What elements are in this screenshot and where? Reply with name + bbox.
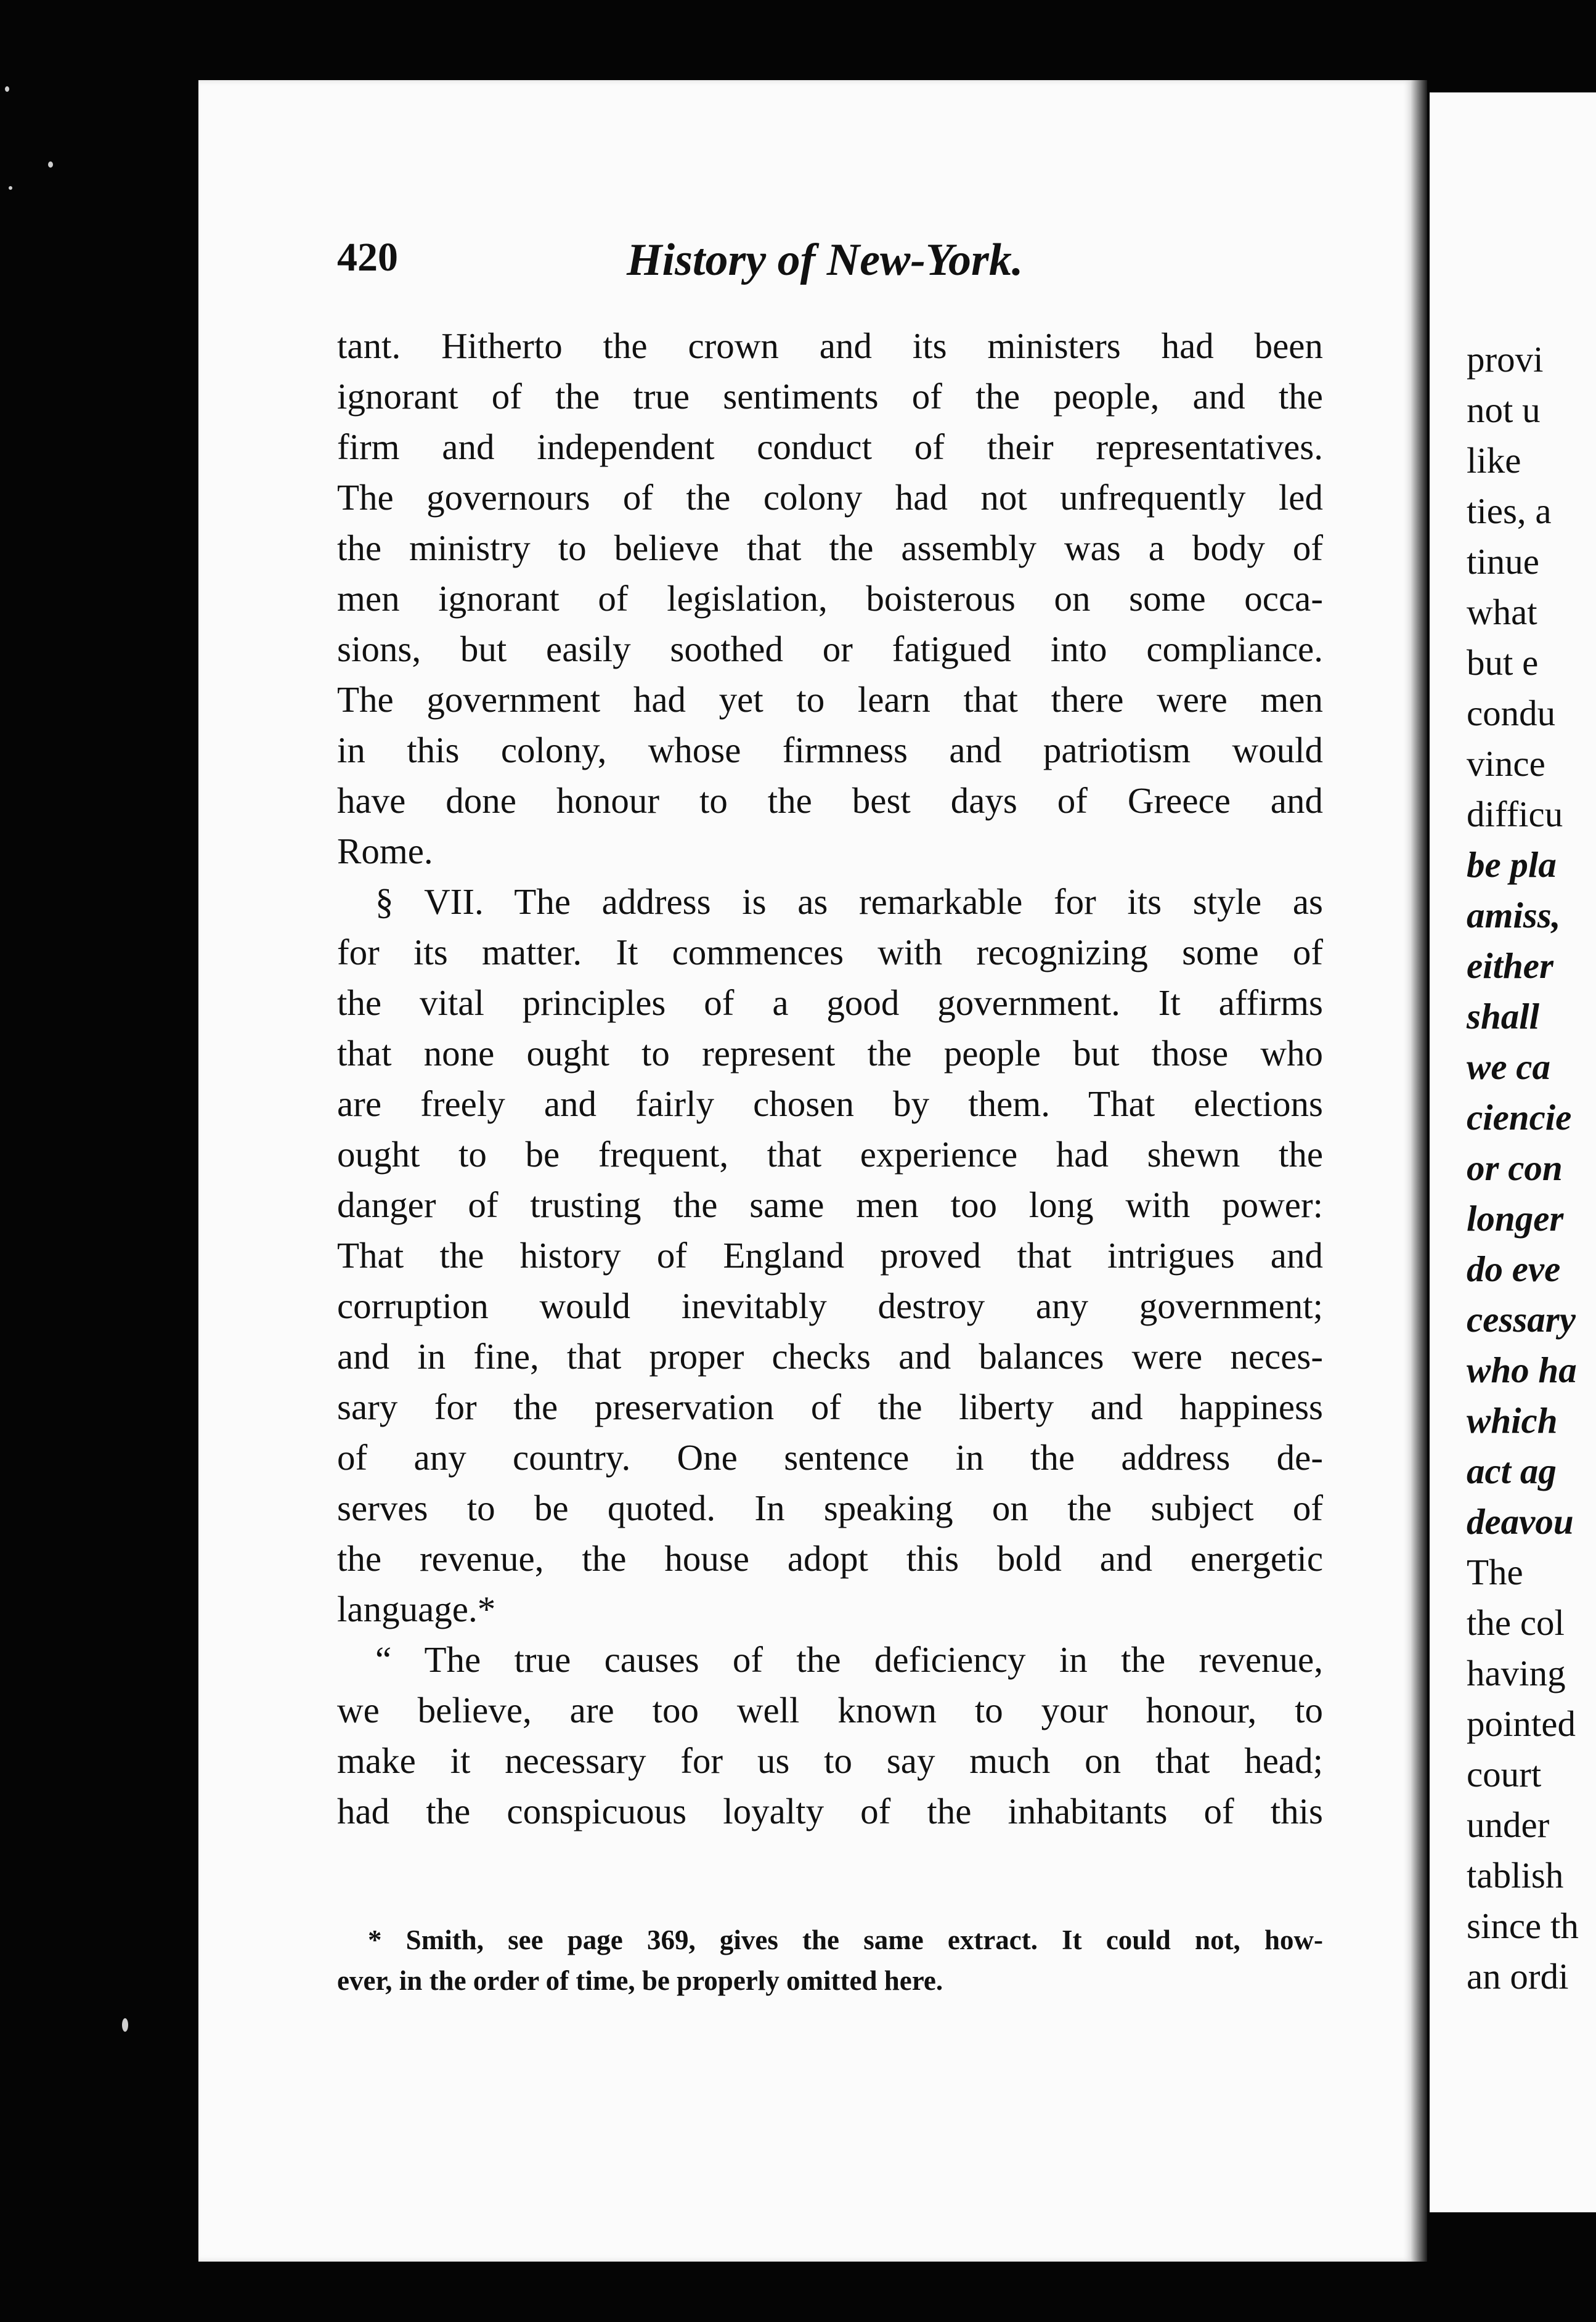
facing-line: pointed — [1467, 1703, 1576, 1744]
text-line: tant. Hitherto the crown and its ministers had been — [337, 325, 1323, 366]
scan-speck — [5, 86, 9, 92]
facing-line: which — [1467, 1400, 1558, 1441]
facing-line: but e — [1467, 642, 1539, 683]
text-line: that none ought to represent the people but those who — [337, 1033, 1323, 1073]
facing-line: an ordi — [1467, 1956, 1569, 1997]
facing-line: since th — [1467, 1905, 1579, 1946]
facing-line: or con — [1467, 1147, 1563, 1188]
facing-line: court — [1467, 1754, 1542, 1794]
text-line: firm and independent conduct of their representatives. — [337, 426, 1323, 467]
facing-line: The — [1467, 1552, 1523, 1592]
facing-line: be pla — [1467, 844, 1557, 885]
facing-line: not u — [1467, 389, 1541, 430]
text-line: are freely and fairly chosen by them. That elections — [337, 1083, 1323, 1124]
text-line: corruption would inevitably destroy any government; — [337, 1285, 1323, 1326]
quote-line: had the conspicuous loyalty of the inhabitants of this — [337, 1791, 1323, 1831]
running-head: History of New-York. — [627, 235, 1024, 285]
facing-line: having — [1467, 1653, 1566, 1693]
text-line: language.* — [337, 1589, 496, 1629]
facing-line: condu — [1467, 693, 1556, 733]
text-line: and in fine, that proper checks and balances were neces- — [337, 1336, 1323, 1377]
footnote-line: * Smith, see page 369, gives the same extract. It could not, how- — [368, 1925, 1323, 1955]
facing-line: either — [1467, 945, 1553, 986]
page-gutter-shadow — [1411, 80, 1427, 2262]
facing-line: who ha — [1467, 1350, 1577, 1390]
facing-page-text — [1467, 334, 1579, 2002]
text-line: danger of trusting the same men too long with power: — [337, 1184, 1323, 1225]
facing-page — [1430, 92, 1596, 2212]
text-line: The governours of the colony had not unfrequently led — [337, 477, 1323, 518]
facing-line: ciencie — [1467, 1097, 1572, 1138]
facing-line: longer — [1467, 1198, 1564, 1239]
facing-line: tablish — [1467, 1855, 1564, 1896]
text-line: the revenue, the house adopt this bold and energetic — [337, 1538, 1323, 1579]
text-line: of any country. One sentence in the address de- — [337, 1437, 1323, 1478]
facing-line: difficu — [1467, 794, 1563, 834]
facing-line: vince — [1467, 743, 1545, 784]
quote-line: “ The true causes of the deficiency in the revenue, — [375, 1639, 1323, 1680]
facing-line: do eve — [1467, 1249, 1561, 1289]
facing-line: under — [1467, 1804, 1550, 1845]
text-line: in this colony, whose firmness and patriotism would — [337, 730, 1323, 770]
facing-line: shall — [1467, 996, 1540, 1037]
text-line: ought to be frequent, that experience had shewn the — [337, 1134, 1323, 1175]
facing-line: the col — [1467, 1602, 1565, 1643]
scan-speck — [122, 2018, 128, 2032]
scan-speck — [9, 186, 12, 190]
facing-line: deavou — [1467, 1501, 1574, 1542]
text-line: That the history of England proved that intrigues and — [337, 1235, 1323, 1276]
text-line: ignorant of the true sentiments of the people, and the — [337, 376, 1323, 417]
page-number: 420 — [337, 235, 398, 280]
text-line: men ignorant of legislation, boisterous on some occa- — [337, 578, 1323, 619]
quote-line: we believe, are too well known to your honour, to — [337, 1690, 1323, 1730]
facing-line: tinue — [1467, 541, 1539, 582]
text-line: Rome. — [337, 831, 433, 871]
facing-line: cessary — [1467, 1299, 1576, 1340]
facing-line: we ca — [1467, 1046, 1550, 1087]
text-line: serves to be quoted. In speaking on the subject of — [337, 1488, 1323, 1528]
facing-line: amiss, — [1467, 895, 1561, 935]
book-page — [198, 80, 1412, 2262]
text-line: sions, but easily soothed or fatigued into compliance. — [337, 629, 1323, 669]
scan-speck — [48, 161, 53, 168]
facing-line: act ag — [1467, 1451, 1557, 1491]
facing-line: ties, a — [1467, 491, 1552, 531]
facing-line: what — [1467, 592, 1537, 632]
text-line: sary for the preservation of the liberty and happiness — [337, 1387, 1323, 1427]
quote-line: make it necessary for us to say much on that head; — [337, 1740, 1323, 1781]
facing-line: like — [1467, 440, 1521, 481]
text-line: The government had yet to learn that there were men — [337, 679, 1323, 720]
footnote — [337, 1920, 1323, 2001]
text-line: the vital principles of a good government. It affirms — [337, 982, 1323, 1023]
text-line: for its matter. It commences with recognizing some of — [337, 932, 1323, 972]
section-heading-line: § VII. The address is as remarkable for its style as — [375, 881, 1323, 922]
page-header — [337, 234, 1286, 302]
facing-line: provi — [1467, 339, 1544, 380]
text-line: the ministry to believe that the assembly was a body of — [337, 528, 1323, 568]
footnote-line: ever, in the order of time, be properly omitted here. — [337, 1965, 943, 1996]
text-line: have done honour to the best days of Greece and — [337, 780, 1323, 821]
body-text — [337, 320, 1323, 1836]
